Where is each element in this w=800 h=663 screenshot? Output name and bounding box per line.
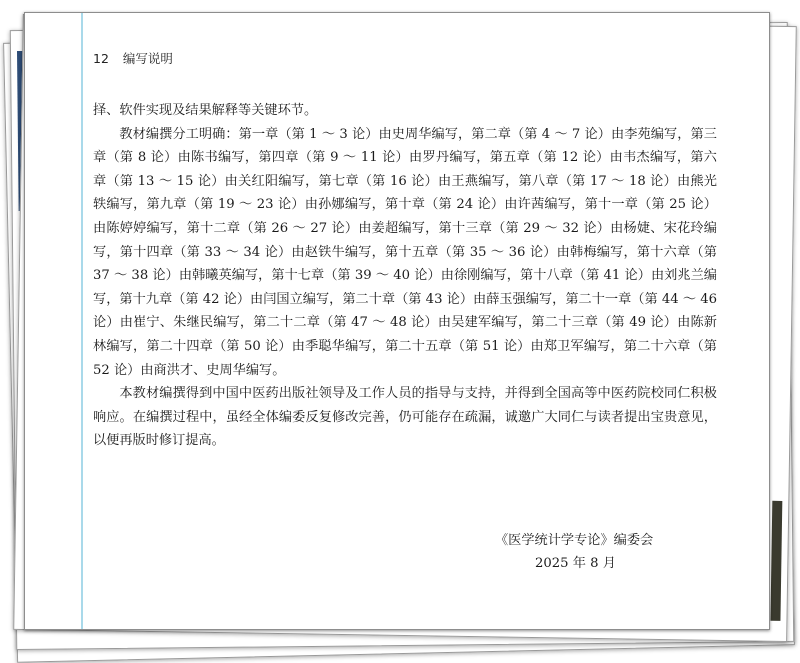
margin-rule — [81, 13, 83, 629]
signature-block — [495, 529, 695, 575]
paragraph-continuation: 择、软件实现及结果解释等关键环节。 — [93, 103, 318, 118]
sheet-edge-decoration — [770, 501, 782, 621]
paragraph-acknowledgement: 本教材编撰得到中国中医药出版社领导及工作人员的指导与支持，并得到全国高等中医药院校同仁积极响应。在编撰过程中，虽经全体编委反复修改完善，仍可能存在疏漏，诚邀广大同仁与读者提出宝贵意见，以便再版时修订提高。 — [93, 386, 717, 449]
document-page — [24, 12, 770, 630]
committee-name: 《医学统计学专论》编委会 — [495, 533, 654, 548]
paragraph-authorship: 教材编撰分工明确：第一章（第 1 ～ 3 论）由史周华编写，第二章（第 4 ～ 7 论）由李苑编写，第三章（第 8 论）由陈书编写，第四章（第 9 ～ 11 论）由罗丹编写，第五章（第 12 论）由韦杰编写，第六章（第 13 ～ 15 论）由关红阳编写，第七章（第 16 论）由王燕编写，第八章（第 17 ～ 18 论）由熊光轶编写，第九章（第 19 ～ 23 论）由孙娜编写，第十章（第 24 论）由许茜编写，第十一章（第 25 论）由陈婷婷编写，第十二章（第 26 ～ 27 论）由姜超编写，第十三章（第 29 ～ 32 论）由杨婕、宋花玲编写，第十四章（第 33 ～ 34 论）由赵铁牛编写，第十五章（第 35 ～ 36 论）由韩梅编写，第十六章（第 37 ～ 38 论）由韩曦英编写，第十七章（第 39 ～ 40 论）由徐刚编写，第十八章（第 41 论）由刘兆兰编写，第十九章（第 42 论）由闫国立编写，第二十章（第 43 论）由薛玉强编写，第二十一章（第 44 ～ 46 论）由崔宁、朱继民编写，第二十二章（第 47 ～ 48 论）由吴建军编写，第二十三章（第 49 论）由陈新林编写，第二十四章（第 50 论）由季聪华编写，第二十五章（第 51 论）由郑卫军编写，第二十六章（第 52 论）由商洪才、史周华编写。 — [93, 126, 717, 378]
page-number: 12 — [93, 51, 109, 66]
page-header — [93, 49, 173, 67]
section-title: 编写说明 — [122, 51, 173, 66]
body-text — [93, 99, 717, 453]
signature-date: 2025 年 8 月 — [535, 556, 616, 571]
